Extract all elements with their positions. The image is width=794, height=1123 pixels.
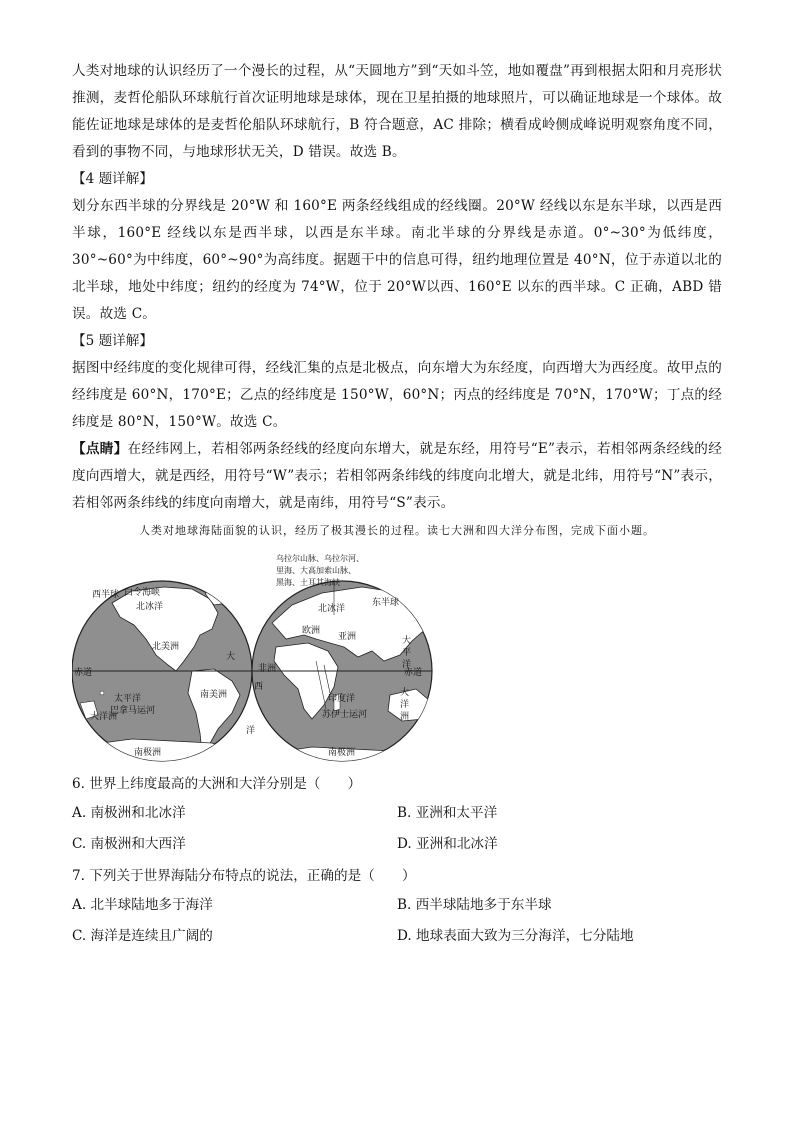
- label-equator-west: 赤道: [74, 668, 93, 678]
- label-atlantic-3: 洋: [246, 726, 256, 736]
- q6-option-b[interactable]: B. 亚洲和太平洋: [397, 805, 498, 821]
- label-east-hemisphere: 东半球: [372, 598, 400, 608]
- label-arctic-east: 北冰洋: [318, 604, 346, 614]
- label-suez: 苏伊士运河: [322, 710, 368, 720]
- document-page: [72, 58, 722, 952]
- section-heading-q5: 【5 题详解】: [72, 333, 153, 349]
- tip-paragraph: [72, 436, 722, 517]
- label-europe: 欧洲: [302, 626, 321, 636]
- label-pacific-east-3: 洋: [402, 660, 412, 670]
- label-arctic-west: 北冰洋: [136, 602, 164, 612]
- explanation-paragraph-5: 据图中经纬度的变化规律可得，经线汇集的点是北极点，向东增大为东经度，向西增大为西经度。故甲点的经纬度是 60°N，170°E；乙点的经纬度是 150°W，60°N；丙点的经纬度是 70°N，170°W；丁点的经纬度是 80°N，150°W。故选 C。: [72, 360, 722, 430]
- label-ural-1: 乌拉尔山脉、乌拉尔河、: [276, 554, 364, 563]
- label-pacific-east-2: 平: [402, 648, 412, 658]
- tip-label: 【点睛】: [72, 441, 128, 457]
- tip-text: 在经纬网上，若相邻两条经线的经度向东增大，就是东经，用符号“E”表示，若相邻两条经线的经度向西增大，就是西经，用符号“W”表示；若相邻两条纬线的纬度向北增大，就是北纬，用符号“N”表示，若相邻两条纬线的纬度向南增大，就是南纬，用符号“S”表示。: [72, 441, 722, 511]
- label-asia: 亚洲: [338, 632, 357, 642]
- label-ural-3: 黑海、土耳其海峡: [276, 578, 340, 587]
- label-antarctica-east: 南极洲: [328, 748, 356, 758]
- label-panama: 巴拿马运河: [110, 706, 156, 716]
- q7-option-b[interactable]: B. 西半球陆地多于东半球: [397, 897, 552, 913]
- q6-option-a[interactable]: A. 南极洲和北冰洋: [72, 805, 186, 821]
- q6-option-d[interactable]: D. 亚洲和北冰洋: [397, 836, 498, 852]
- question-intro: 人类对地球海陆面貌的认识，经历了极其漫长的过程。读七大洲和四大洋分布图，完成下面小题。: [139, 524, 655, 537]
- q7-option-c[interactable]: C. 海洋是连续且广阔的: [72, 928, 213, 944]
- label-north-america: 北美洲: [152, 642, 180, 652]
- label-equator-east: 赤道: [404, 668, 423, 678]
- explanation-paragraph-3: 人类对地球的认识经历了一个漫长的过程，从“天圆地方”到“天如斗笠，地如覆盘”再到根据太阳和月亮形状推测，麦哲伦船队环球航行首次证明地球是球体，现在卫星拍摄的地球照片，可以确证地球是一个球体。故能佐证地球是球体的是麦哲伦船队环球航行，B 符合题意，AC 排除；横看成岭侧成峰说明观察角度不同，看到的事物不同，与地球形状无关，D 错误。故选 B。: [72, 63, 722, 160]
- label-south-america: 南美洲: [200, 690, 228, 700]
- question-7-stem: 7. 下列关于世界海陆分布特点的说法，正确的是（ ）: [72, 868, 416, 884]
- q6-option-c[interactable]: C. 南极洲和大西洋: [72, 836, 186, 852]
- section-heading-q4: 【4 题详解】: [72, 171, 153, 187]
- label-oceania-east-2: 洋: [400, 700, 410, 710]
- label-ural-2: 里海、大高加索山脉、: [276, 566, 356, 575]
- q7-option-d[interactable]: D. 地球表面大致为三分海洋，七分陆地: [397, 928, 634, 944]
- label-africa: 非洲: [258, 664, 277, 674]
- antarctica-west-shape: [92, 739, 232, 768]
- world-map-figure: [72, 543, 722, 768]
- label-west-hemisphere: 西半球: [92, 590, 120, 600]
- question-6-stem: 6. 世界上纬度最高的大洲和大洋分别是（ ）: [72, 776, 362, 792]
- label-indian-ocean: 印度洋: [328, 694, 356, 704]
- label-antarctica-west: 南极洲: [134, 748, 162, 758]
- explanation-paragraph-4: 划分东西半球的分界线是 20°W 和 160°E 两条经线组成的经线圈。20°W 经线以东是东半球，以西是西半球，160°E 经线以东是西半球，以西是东半球。南北半球的分界线是赤道。0°~30°为低纬度，30°~60°为中纬度，60°~90°为高纬度。据题干中的信息可得，纽约地理位置是 40°N，位于赤道以北的北半球，地处中纬度；纽约的经度为 74°W，位于 20°W以西、160°E 以东的西半球。C 正确，ABD 错误。故选 C。: [72, 198, 722, 322]
- question-7-options: [72, 890, 722, 952]
- label-oceania-east-1: 大: [400, 688, 410, 698]
- label-bering: 白令海峡: [124, 588, 161, 598]
- question-6-options: [72, 798, 722, 860]
- label-atlantic-1: 大: [226, 652, 236, 662]
- label-pacific-west: 太平洋: [114, 694, 142, 704]
- label-atlantic-2: 西: [254, 682, 264, 692]
- q7-option-a[interactable]: A. 北半球陆地多于海洋: [72, 897, 213, 913]
- label-oceania-east-3: 洲: [400, 712, 410, 722]
- label-oceania-west: 大洋洲: [90, 712, 118, 722]
- label-pacific-east-1: 大: [402, 636, 412, 646]
